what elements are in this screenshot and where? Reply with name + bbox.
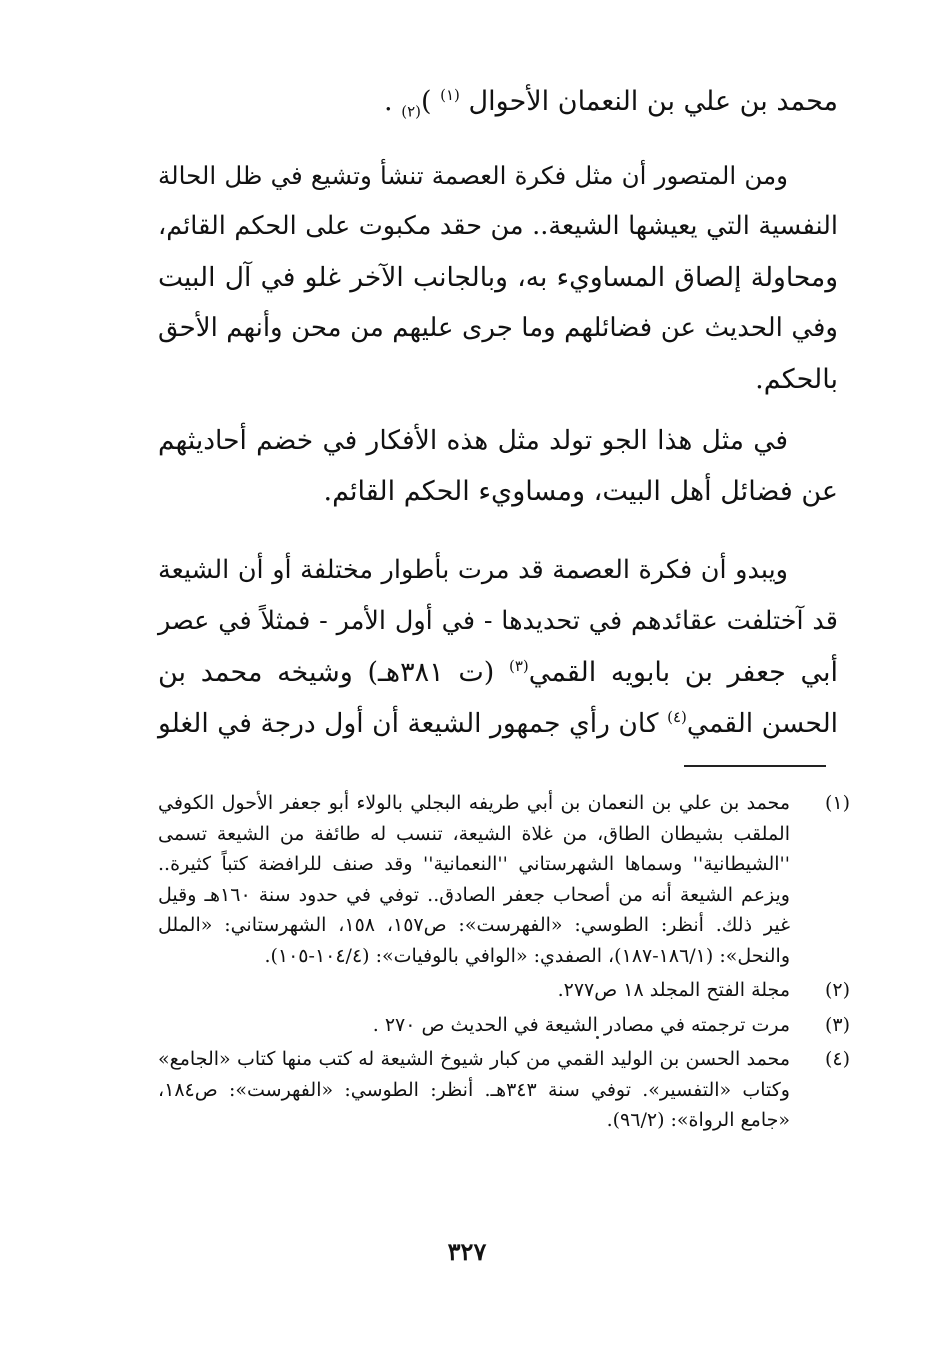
paragraph-line-segment: (ت ٣٨١هـ) وشيخه محمد بن — [158, 657, 495, 688]
footnote-separator — [684, 765, 826, 767]
footnote-ref-3: (٣) — [508, 657, 529, 675]
paragraph-line: عن فضائل أهل البيت، ومساويء الحكم القائم. — [323, 476, 838, 507]
paragraph-line: بالحكم. — [755, 364, 838, 395]
paragraph-line — [158, 647, 838, 698]
footnotes — [158, 788, 850, 1140]
footnote-line: مجلة الفتح المجلد ١٨ ص٢٧٧. — [557, 979, 790, 1001]
footnote-ref-4: (٤) — [667, 708, 687, 727]
footnote-4 — [158, 1044, 850, 1136]
scan-speck — [596, 1036, 599, 1039]
footnote-line: ويزعم الشيعة أنه من أصحاب جعفر الصادق.. توفي في حدود سنة ١٦٠هـ وقيل — [158, 883, 790, 906]
footnote-line: ''الشيطانية'' وسماها الشهرستاني ''النعمانية'' وقد صنف للرافضة كتباً كثيرة.. — [158, 853, 790, 875]
footnote-line: محمد الحسن بن الوليد القمي من كبار شيوخ الشيعة له كتب منها كتاب «الجامع» — [158, 1048, 790, 1070]
footnote-number: (٣) — [824, 1013, 850, 1036]
footnote-line: غير ذلك. أنظر: الطوسي: «الفهرست»: ص١٥٧، ١٥٨، الشهرستاني: «الملل — [158, 914, 791, 936]
footnote-body — [158, 1044, 790, 1136]
closing-paren: ) — [420, 86, 432, 117]
paragraph-2 — [158, 415, 838, 517]
footnote-line: محمد بن علي بن النعمان بن أبي طريفه البجلي بالولاء أبو جعفر الأحول الكوفي — [158, 792, 790, 814]
footnote-body — [158, 788, 790, 971]
footnote-3 — [158, 1010, 850, 1041]
paragraph-line: ومن المتصور أن مثل فكرة العصمة تنشأ وتشيع في ظل الحالة — [158, 161, 788, 190]
footnote-line: «جامع الرواة»: (٩٦/٢). — [606, 1109, 790, 1131]
footnote-2 — [158, 975, 850, 1006]
footnote-ref-2: (٢) — [401, 102, 421, 121]
footnote-line: والنحل»: (١٨٦/١-١٨٧)، الصفدي: «الوافي بالوفيات»: (١٠٤/٤-١٠٥). — [264, 944, 790, 967]
continuation-text: محمد بن علي بن النعمان الأحوال — [468, 86, 838, 117]
paragraph-3 — [158, 545, 838, 749]
paragraph-line: في مثل هذا الجو تولد مثل هذه الأفكار في خضم أحاديثهم — [158, 425, 788, 456]
paragraph-line: ومحاولة إلصاق المساويء به، وبالجانب الآخر غلو في آل البيت — [158, 262, 838, 293]
footnote-number: (١) — [824, 792, 850, 814]
footnote-number: (٤) — [824, 1048, 850, 1070]
paragraph-line-segment: كان رأي جمهور الشيعة أن أول درجة في الغلو — [158, 708, 659, 739]
continuation-line — [300, 82, 838, 122]
paragraph-line — [158, 698, 838, 749]
footnote-body — [158, 1010, 790, 1041]
paragraph-line-segment: أبي جعفر بن بابويه القمي — [528, 657, 838, 688]
footnote-1 — [158, 788, 850, 971]
paragraph-1 — [158, 150, 838, 405]
page-number: ٣٢٧ — [447, 1237, 487, 1266]
paragraph-line: ويبدو أن فكرة العصمة قد مرت بأطوار مختلفة أو أن الشيعة — [158, 555, 788, 585]
trailing-dot: . — [384, 86, 393, 117]
footnote-number: (٢) — [824, 979, 850, 1001]
footnote-line: وكتاب «التفسير». توفي سنة ٣٤٣هـ. أنظر: الطوسي: «الفهرست»: ص١٨٤، — [158, 1078, 790, 1101]
paragraph-line-segment: الحسن القمي — [686, 708, 839, 739]
footnote-ref-1: (١) — [440, 86, 460, 104]
footnote-line: مرت ترجمته في مصادر الشيعة في الحديث ص ٢٧٠ . — [372, 1013, 790, 1036]
paragraph-line: وفي الحديث عن فضائلهم وما جرى عليهم من محن وأنهم الأحق — [158, 313, 838, 343]
footnote-line: الملقب بشيطان الطاق، من غلاة الشيعة، تنسب له طائفة من الشيعة تسمى — [158, 822, 790, 845]
footnote-body — [158, 975, 790, 1006]
paragraph-line: قد آختلفت عقائدهم في تحديدها - في أول الأمر - فمثلاً في عصر — [158, 606, 838, 636]
paragraph-line: النفسية التي يعيشها الشيعة.. من حقد مكبوت على الحكم القائم، — [158, 211, 838, 241]
